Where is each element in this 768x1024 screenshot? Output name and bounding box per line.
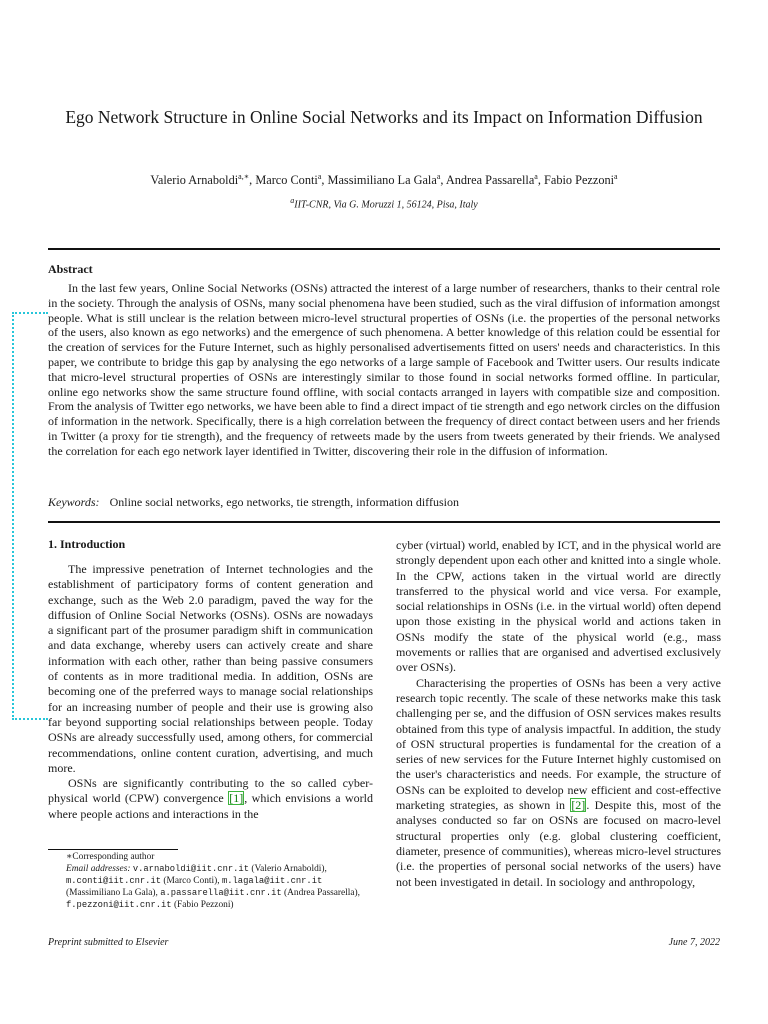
keywords [48,495,459,510]
citation-link[interactable]: [2] [571,798,586,813]
author-name: Andrea Passarella [445,173,535,188]
email-owner: (Andrea Passarella), [284,888,361,898]
footnote [48,851,373,911]
right-column [396,538,721,890]
email-owner: (Massimiliano La Gala), [66,888,158,898]
email-address[interactable]: m.lagala@iit.cnr.it [221,876,323,886]
dotted-selection-marker [12,312,48,720]
email-owner: (Marco Conti), [163,876,220,886]
body-paragraph [396,676,721,890]
paragraph-text: . Despite this, most of the analyses conducted so far on OSNs are focused on macro-level structural properties only (e.g. global clustering coefficient, diameter, presence of communities), whereas micro-level structures (i.e. the properties of personal social networks of the users) have not been investigated in detail. In sociology and anthropology, [396,798,721,889]
paragraph-text: OSNs are significantly contributing to the so called cyber-physical world (CPW) convergence [48,776,373,806]
body-paragraph: cyber (virtual) world, enabled by ICT, and in the physical world are strongly dependent upon each other and knitted into a single whole. In the CPW, actions taken in the virtual world are directly transferred to the physical world and vice versa. For example, social relationships in OSNs (i.e. in the virtual world) often depend upon those existing in the physical world and actions taken in OSNs modify the state of the physical world (e.g., mass movements or rallies that are organised and advertised exclusively over OSNs). [396,538,721,675]
affiliation-text: IIT-CNR, Via G. Moruzzi 1, 56124, Pisa, Italy [294,199,478,211]
author-mark: a [317,172,322,181]
author-name: Marco Conti [255,173,318,188]
section-heading-introduction: 1. Introduction [48,537,126,551]
paper-title: Ego Network Structure in Online Social Networks and its Impact on Information Diffusion [65,107,703,127]
author-name: Massimiliano La Gala [327,173,437,188]
keywords-label: Keywords: [48,495,100,509]
affiliation-mark: a [290,196,295,205]
email-address[interactable]: f.pezzoni@iit.cnr.it [66,900,172,910]
author-mark: a [534,172,538,181]
email-address[interactable]: a.passarella@iit.cnr.it [160,888,282,898]
author-name: Fabio Pezzoni [544,173,615,188]
footer-preprint-note: Preprint submitted to Elsevier [48,937,169,948]
intro-paragraph [48,776,373,822]
email-label: Email addresses: [66,864,131,874]
abstract-text: In the last few years, Online Social Networks (OSNs) attracted the interest of a large number of researchers, thanks to their central role in the society. Through the analysis of OSNs, many social phenomena have been studied, such as the viral diffusion of information amongst people. What is still unclear is the relation between micro-level structural properties of OSNs (i.e. the properties of the personal networks of the users, also known as ego networks) and the emergence of such phenomena. A better knowledge of this relation could be essential for the creation of services for the Future Internet, such as highly personalised advertisements fitted on users' needs and characteristics. In this paper, we contribute to bridge this gap by analysing the ego networks of a large sample of Facebook and Twitter users. Our results indicate that micro-level structural properties of OSNs are interestingly similar to those found in social networks formed offline. In particular, online ego networks show the same structure found offline, with social contacts arranged in layers with compatible size and composition. From the analysis of Twitter ego networks, we have been able to find a direct impact of tie strength and ego network circles on the diffusion of information in the network. Specifically, there is a high correlation between the frequency of direct contact between users and her friends in Twitter (a proxy for tie strength), and the frequency of retweets made by the users from tweets generated by their friends. We analysed the correlation for each ego network layer identified in Twitter, discovering their role in the diffusion of information. [48,281,720,458]
corresponding-author-note: ∗Corresponding author [66,852,155,862]
author-mark: a [436,172,441,181]
citation-link[interactable]: [1] [229,791,244,806]
intro-paragraph: The impressive penetration of Internet technologies and the establishment of participatory forms of content generation and exchange, such as the Web 2.0 paradigm, paved the way for the diffusion of Online Social Networks (OSNs). OSNs are nowadays a significant part of the prosumer paradigm shift in communication and data exchange, whereby users can actively create and share information with each other, rather than being passive consumers of contents as in more traditional media. In addition, OSNs are becoming one of the preferred ways to manage social relationships for an increasing number of people and their use is growing also far beyond supporting social relationships between people. Today OSNs are already successfully used, among others, for commercial recommendations, online content curation, advertising, and much more. [48,562,373,775]
paragraph-text: Characterising the properties of OSNs has been a very active research topic recently. The scale of these networks make this task challenging per se, and the diffusion of OSN services makes results obtained from this type of analysis impactful. In addition, the study of OSN structural properties is fundamental for the creation of a series of new services for the Future Internet highly customised on the user's characteristics and needs. For example, the structure of OSNs can be exploited to develop new efficient and cost-effective marketing strategies, as shown in [396,675,721,813]
email-address[interactable]: v.arnaboldi@iit.cnr.it [132,864,249,874]
footnote-rule [48,849,178,850]
abstract-heading: Abstract [48,262,93,276]
abstract-top-rule [48,248,720,250]
abstract-bottom-rule [48,521,720,523]
email-address[interactable]: m.conti@iit.cnr.it [66,876,162,886]
author-mark: a,∗ [238,172,250,181]
left-column [48,562,373,822]
author-name: Valerio Arnaboldi [150,173,239,188]
footer-date: June 7, 2022 [668,937,720,948]
email-owner: (Valerio Arnaboldi), [251,864,327,874]
paragraph-text: , which envisions a world where people actions and interactions in the [48,791,373,821]
affiliation [48,194,720,212]
keywords-text: Online social networks, ego networks, tie strength, information diffusion [109,495,459,509]
email-owner: (Fabio Pezzoni) [173,900,234,910]
email-line [48,863,373,911]
author-list: Valerio Arnaboldi$^{a,∗}$, Marco Conti$^a$, Massimiliano La Gala$^a$, Andrea Passarella$^a$, Fabio Pezzoni$^a$ [150,172,618,188]
author-mark: a [614,172,618,181]
